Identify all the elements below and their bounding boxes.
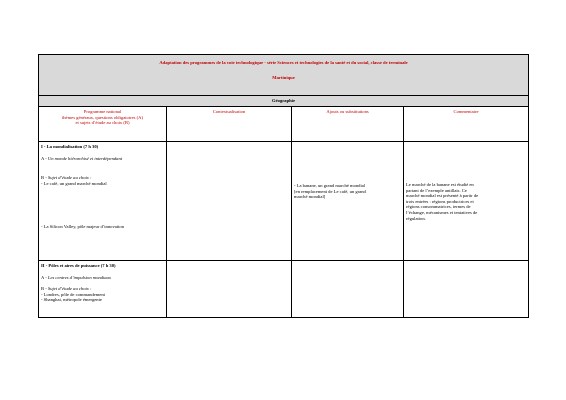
- question-b: B - Sujet d’étude au choix :: [41, 175, 92, 181]
- ajout-line: marché mondial]: [294, 194, 326, 200]
- ajouts-cell: [292, 142, 404, 261]
- table-row: [39, 142, 529, 261]
- commentaire-cell: [404, 261, 529, 318]
- study-item: - Londres, pôle de commandement: [41, 291, 105, 297]
- commentaire-cell: [404, 142, 529, 261]
- programme-header-line1: Programme national: [83, 109, 122, 114]
- table-row: [39, 261, 529, 318]
- column-header-ajouts: [292, 107, 404, 142]
- commentaire-header-label: Commentaire: [453, 109, 479, 114]
- question-a: A - Un monde hiérarchisé et interdépendant: [41, 155, 123, 161]
- programme-cell: [39, 142, 167, 261]
- study-item: - La Silicon Valley, pôle majeur d’innovation: [41, 224, 124, 230]
- comment-line: trois entrées : régions productrices et: [406, 198, 474, 204]
- theme-heading: I - La mondialisation (7 h 30): [41, 144, 99, 149]
- contextualisation-cell: [167, 261, 292, 318]
- theme-heading: II - Pôles et aires de puissance (7 h 30): [41, 263, 116, 268]
- comment-line: régulation.: [406, 215, 426, 221]
- question-a: A - Les centres d’impulsion mondiaux: [41, 274, 111, 280]
- contextualisation-header-label: Contextualisation: [212, 109, 246, 114]
- programme-header-line3: et sujets d’étude au choix (B): [75, 120, 130, 126]
- document-title: Adaptation des programmes de la voie technologique - série Sciences et technologies de la santé et du social, classe de terminale: [159, 60, 408, 65]
- comment-line: partant de l’exemple antillais. Ce: [406, 187, 467, 193]
- programme-table: [38, 54, 529, 318]
- ajouts-cell: [292, 261, 404, 318]
- comment-line: régions consommatrices, termes de: [406, 204, 471, 210]
- column-header-contextualisation: [167, 107, 292, 142]
- subject-label: Géographie: [272, 98, 295, 103]
- contextualisation-cell: [167, 142, 292, 261]
- ajout-line: - La banane, un grand marché mondial: [294, 183, 366, 188]
- column-header-programme: [39, 107, 167, 142]
- ajout-line: [en remplacement de Le café, un grand: [294, 188, 366, 194]
- comment-line: marché mondial est présenté à partir de: [406, 193, 479, 199]
- comment-line: Le marché de la banane est étudié en: [406, 182, 474, 187]
- comment-line: l’échange, mécanismes et tentatives de: [406, 209, 478, 215]
- ajouts-header-label: Ajouts ou substitutions: [326, 109, 369, 114]
- programme-header-line2: thèmes généraux, questions obligatoires (A): [61, 114, 143, 120]
- document-title-cell: [39, 55, 529, 96]
- column-header-commentaire: [404, 107, 529, 142]
- region-label: Martinique: [272, 74, 295, 80]
- study-item: - Le café, un grand marché mondial: [41, 180, 107, 186]
- question-b: B - Sujet d’étude au choix :: [41, 286, 92, 292]
- subject-cell: [39, 96, 529, 107]
- programme-cell: [39, 261, 167, 318]
- study-item: - Shanghai, métropole émergente: [41, 297, 102, 303]
